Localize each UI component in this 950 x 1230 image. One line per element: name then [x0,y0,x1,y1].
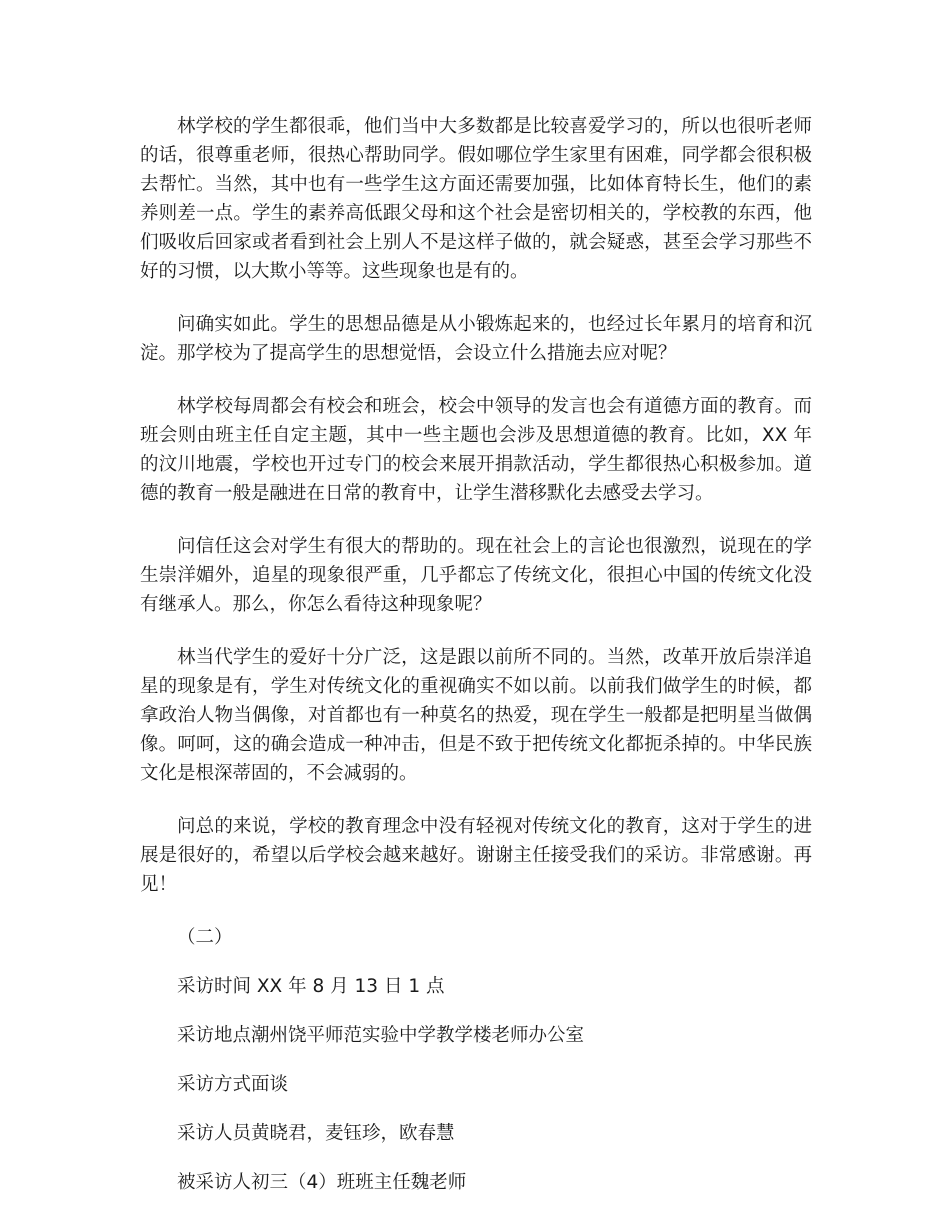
interview-time: 采访时间 XX 年 8 月 13 日 1 点 [177,976,445,997]
paragraph-question-traditional-culture: 问信任这会对学生有很大的帮助的。现在社会上的言论也很激烈，说现在的学生崇洋媚外，追星的现象很严重，几乎都忘了传统文化，很担心中国的传统文化没有继承人。那么，你怎么看待这种现象呢？ [140,536,812,615]
interviewee: 被采访人初三（4）班班主任魏老师 [177,1172,467,1193]
paragraph-question-moral-measures: 问确实如此。学生的思想品德是从小锻炼起来的，也经过长年累月的培育和沉淀。那学校为了提高学生的思想觉悟，会设立什么措施去应对呢？ [140,314,812,364]
section-heading: （二） [177,927,233,948]
paragraph-answer-student-behavior: 林学校的学生都很乖，他们当中大多数都是比较喜爱学习的，所以也很听老师的话，很尊重老师，很热心帮助同学。假如哪位学生家里有困难，同学都会很积极去帮忙。当然，其中也有一些学生这方面还需要加强，比如体育特长生，他们的素养则差一点。学生的素养高低跟父母和这个社会是密切相关的，学校教的东西，他们吸收后回家或者看到社会上别人不是这样子做的，就会疑惑，甚至会学习那些不好的习惯，以大欺小等等。这些现象也是有的。 [140,116,812,282]
interview-location: 采访地点潮州饶平师范实验中学教学楼老师办公室 [177,1025,585,1046]
document-page [140,112,812,1217]
interviewers: 采访人员黄晓君，麦钰珍，欧春慧 [177,1123,455,1144]
paragraph-answer-school-meetings: 林学校每周都会有校会和班会，校会中领导的发言也会有道德方面的教育。而班会则由班主任自定主题，其中一些主题也会涉及思想道德的教育。比如，XX 年的汶川地震，学校也开过专门的校会来展开捐款活动，学生都很热心积极参加。道德的教育一般是融进在日常的教育中，让学生潜移默化去感受去学习。 [140,396,812,504]
interview-method: 采访方式面谈 [177,1074,289,1095]
paragraph-answer-student-hobbies: 林当代学生的爱好十分广泛，这是跟以前所不同的。当然，改革开放后崇洋追星的现象是有，学生对传统文化的重视确实不如以前。以前我们做学生的时候，都拿政治人物当偶像，对首都也有一种莫名的热爱，现在学生一般都是把明星当做偶像。呵呵，这的确会造成一种冲击，但是不致于把传统文化都扼杀掉的。中华民族文化是根深蒂固的，不会减弱的。 [140,647,812,784]
paragraph-closing-remarks: 问总的来说，学校的教育理念中没有轻视对传统文化的教育，这对于学生的进展是很好的，希望以后学校会越来越好。谢谢主任接受我们的采访。非常感谢。再见！ [140,816,812,895]
